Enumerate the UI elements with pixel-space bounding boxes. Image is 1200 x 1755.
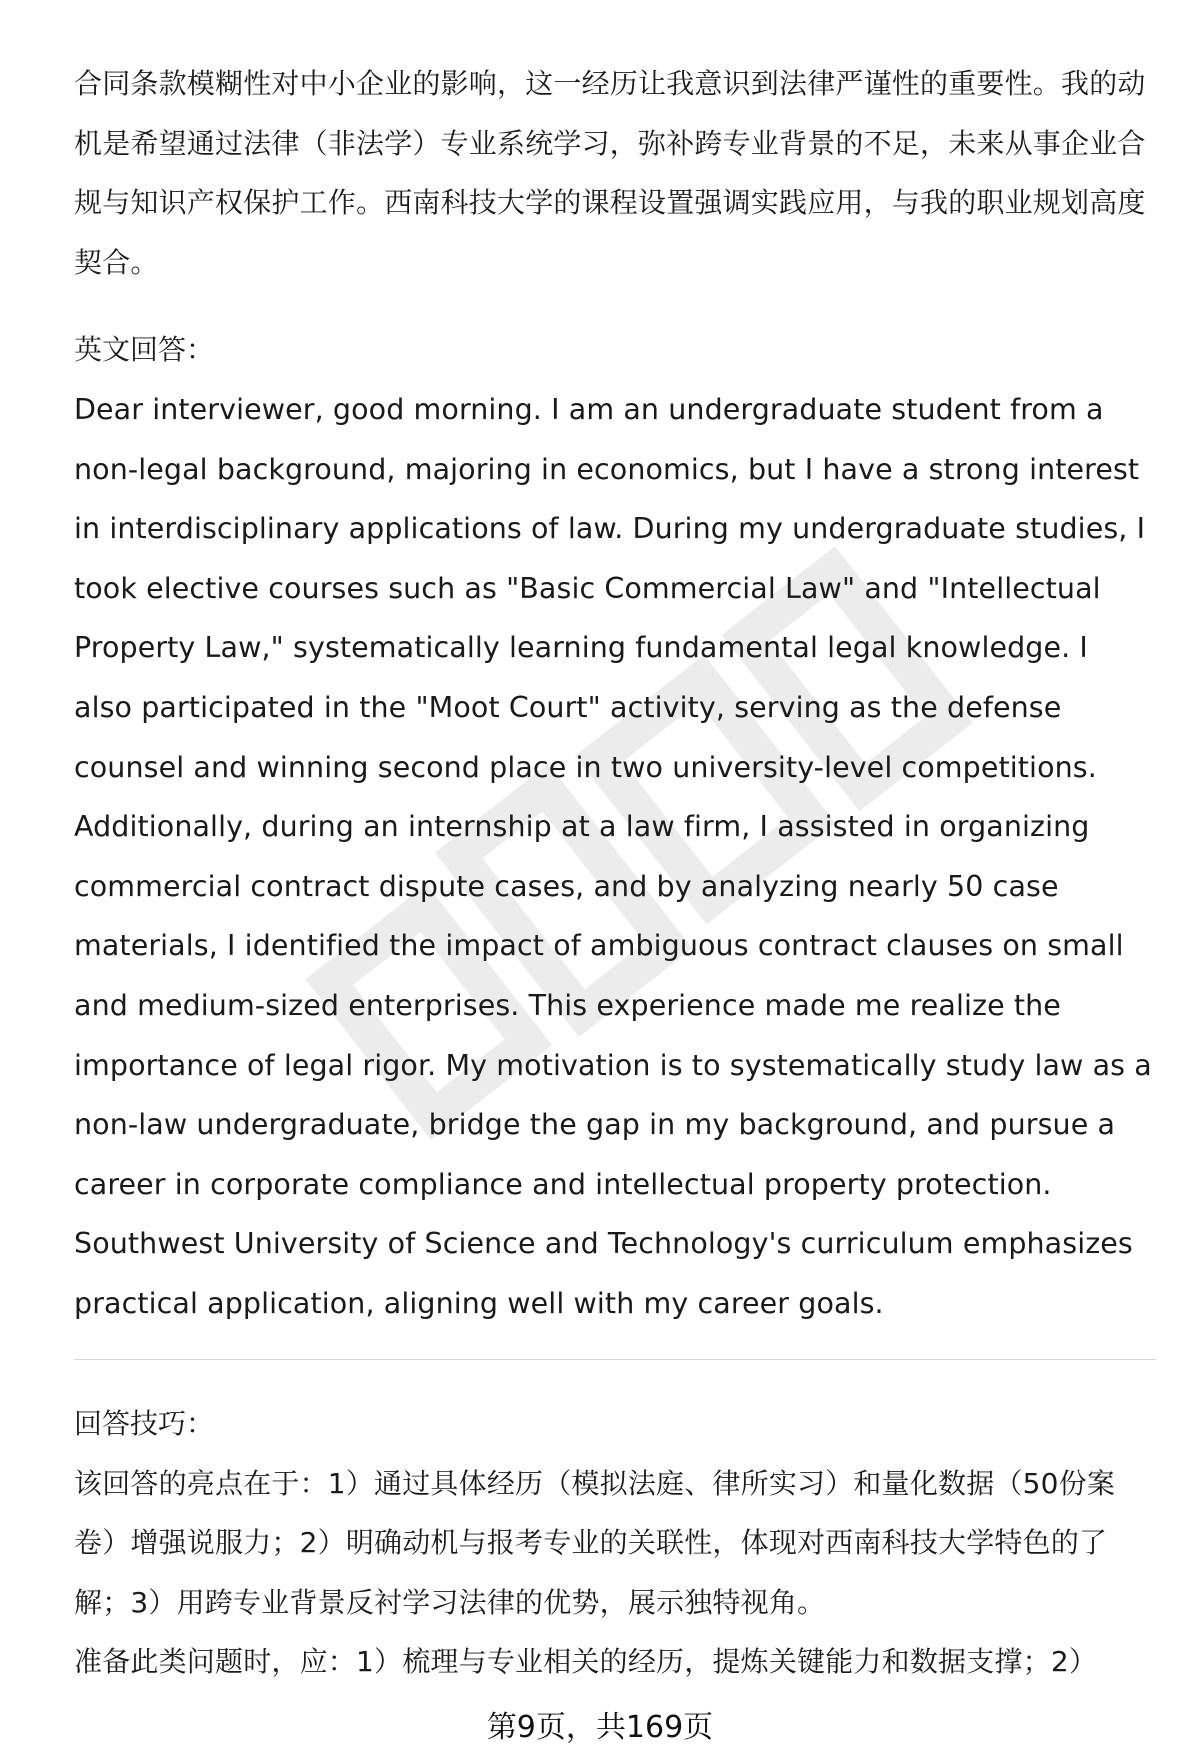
- page-number: 第9页，共169页: [479, 1708, 721, 1748]
- english-answer-heading: 英文回答：: [74, 333, 215, 367]
- tips-paragraph-1: 该回答的亮点在于：1）通过具体经历（模拟法庭、律所实习）和量化数据（50份案卷）增强说服力；2）明确动机与报考专业的关联性，体现对西南科技大学特色的了解；3）用跨专业背景反衬学习法律的优势，展示独特视角。: [74, 1466, 1116, 1619]
- english-answer-text: Dear interviewer, good morning. I am an undergraduate student from a non-legal background, majoring in economics, but I have a strong interest in interdisciplinary applications of law. During my undergraduate studies, I took elective courses such as "Basic Commercial Law" and "Intellectual Property Law," systematically learning fundamental legal knowledge. I also participated in the "Moot Court" activity, serving as the defense counsel and winning second place in two university-level competitions. Additionally, during an internship at a law firm, I assisted in organizing commercial contract dispute cases, and by analyzing nearly 50 case materials, I identified the impact of ambiguous contract clauses on small and medium-sized enterprises. This experience made me realize the importance of legal rigor. My motivation is to systematically study law as a non-law undergraduate, bridge the gap in my background, and pursue a career in corporate compliance and intellectual property protection. Southwest University of Science and Technology's curriculum emphasizes practical application, aligning well with my career goals.: [74, 392, 1152, 1320]
- section-divider: [74, 1359, 1156, 1360]
- tips-section: [74, 1394, 1154, 1692]
- page-footer: [0, 1708, 1200, 1748]
- intro-paragraph: 合同条款模糊性对中小企业的影响，这一经历让我意识到法律严谨性的重要性。我的动机是希望通过法律（非法学）专业系统学习，弥补跨专业背景的不足，未来从事企业合规与知识产权保护工作。西南科技大学的课程设置强调实践应用，与我的职业规划高度契合。: [74, 67, 1146, 279]
- tips-heading: 回答技巧：: [74, 1407, 215, 1440]
- document-body: [74, 54, 1154, 1333]
- tips-paragraph-2: 准备此类问题时，应：1）梳理与专业相关的经历，提炼关键能力和数据支撑；2）: [74, 1645, 1098, 1679]
